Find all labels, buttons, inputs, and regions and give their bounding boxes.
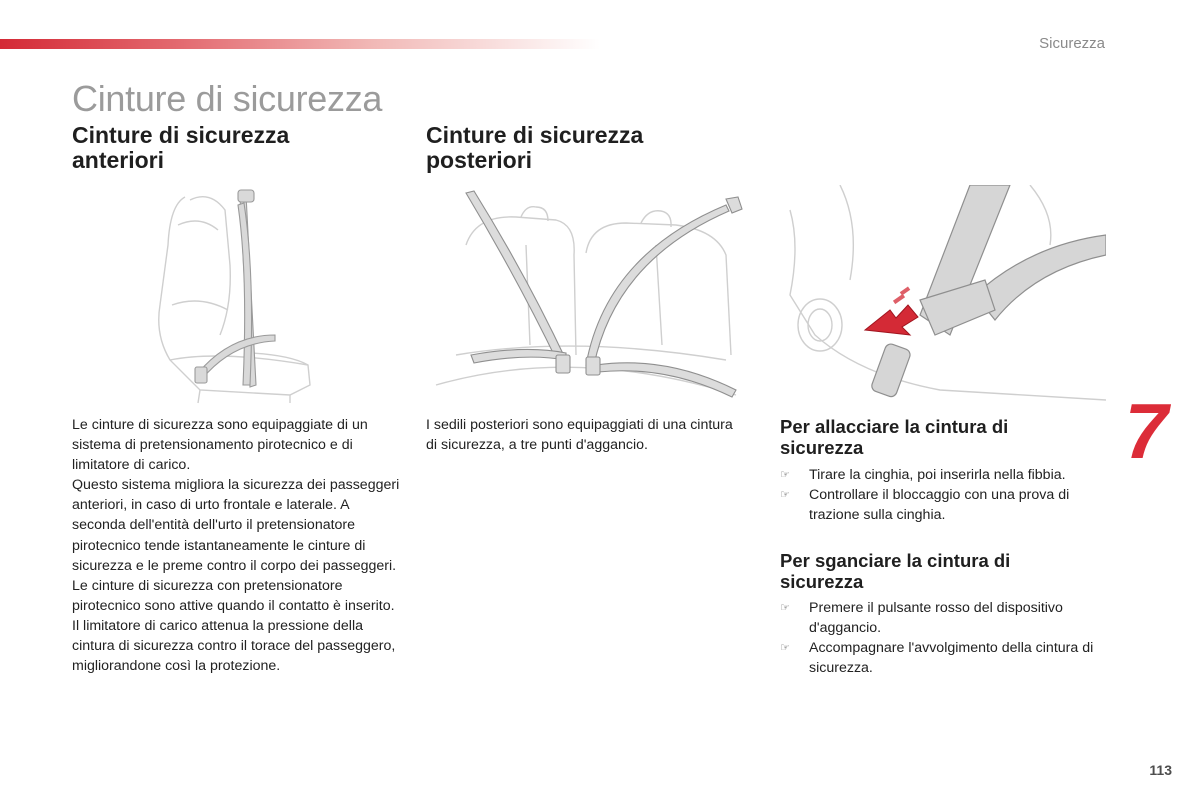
paragraph: Le cinture di sicurezza con pretensionatore pirotecnico sono attive quando il contatto è inserito. bbox=[72, 577, 395, 614]
front-seat-belt-illustration bbox=[140, 185, 340, 405]
release-steps bbox=[780, 598, 1110, 678]
release-heading: Per sganciare la cintura di sicurezza bbox=[780, 550, 1011, 592]
front-belts-description bbox=[72, 415, 402, 676]
header-accent-bar bbox=[0, 39, 600, 49]
rear-belts-heading: Cinture di sicurezza posteriori bbox=[426, 122, 644, 173]
pointing-hand-icon: ☞ bbox=[780, 601, 790, 614]
page-title: Cinture di sicurezza bbox=[72, 78, 383, 119]
belt-buckle-illustration bbox=[780, 185, 1106, 405]
paragraph: I sedili posteriori sono equipaggiati di una cintura di sicurezza, a tre punti d'aggancio. bbox=[426, 417, 733, 454]
pointing-hand-icon: ☞ bbox=[780, 641, 790, 655]
section-label: Sicurezza bbox=[1039, 35, 1105, 52]
step-text: Accompagnare l'avvolgimento della cintura di sicurezza. bbox=[809, 640, 1094, 677]
list-item bbox=[780, 638, 1110, 678]
fasten-steps bbox=[780, 465, 1110, 525]
paragraph: Le cinture di sicurezza sono equipaggiate di un sistema di pretensionamento pirotecnico e di limitatore di carico. bbox=[72, 417, 368, 474]
list-item bbox=[780, 485, 1110, 525]
pointing-hand-icon: ☞ bbox=[780, 488, 790, 502]
list-item bbox=[780, 465, 1110, 485]
paragraph: Il limitatore di carico attenua la pressione della cintura di sicurezza contro il torace del passeggero, migliorandone così la protezione. bbox=[72, 617, 396, 675]
chapter-number: 7 bbox=[1124, 387, 1168, 475]
front-belts-heading: Cinture di sicurezza anteriori bbox=[72, 122, 290, 173]
page-number: 113 bbox=[1149, 762, 1172, 778]
paragraph: Questo sistema migliora la sicurezza dei passeggeri anteriori, in caso di urto frontale e laterale. A seconda dell'entità dell'urto il pretensionatore pirotecnico tende istantaneamente le cinture di sicurezza e le preme contro il corpo dei passeggeri. bbox=[72, 477, 400, 574]
rear-seat-belt-illustration bbox=[426, 185, 746, 405]
step-text: Tirare la cinghia, poi inserirla nella fibbia. bbox=[809, 467, 1066, 483]
rear-belts-description bbox=[426, 415, 736, 455]
step-text: Premere il pulsante rosso del dispositivo d'aggancio. bbox=[809, 600, 1063, 637]
fasten-heading: Per allacciare la cintura di sicurezza bbox=[780, 416, 1009, 458]
list-item bbox=[780, 598, 1110, 638]
step-text: Controllare il bloccaggio con una prova di trazione sulla cinghia. bbox=[809, 487, 1070, 524]
pointing-hand-icon: ☞ bbox=[780, 468, 790, 481]
red-arrow-icon bbox=[865, 305, 918, 335]
